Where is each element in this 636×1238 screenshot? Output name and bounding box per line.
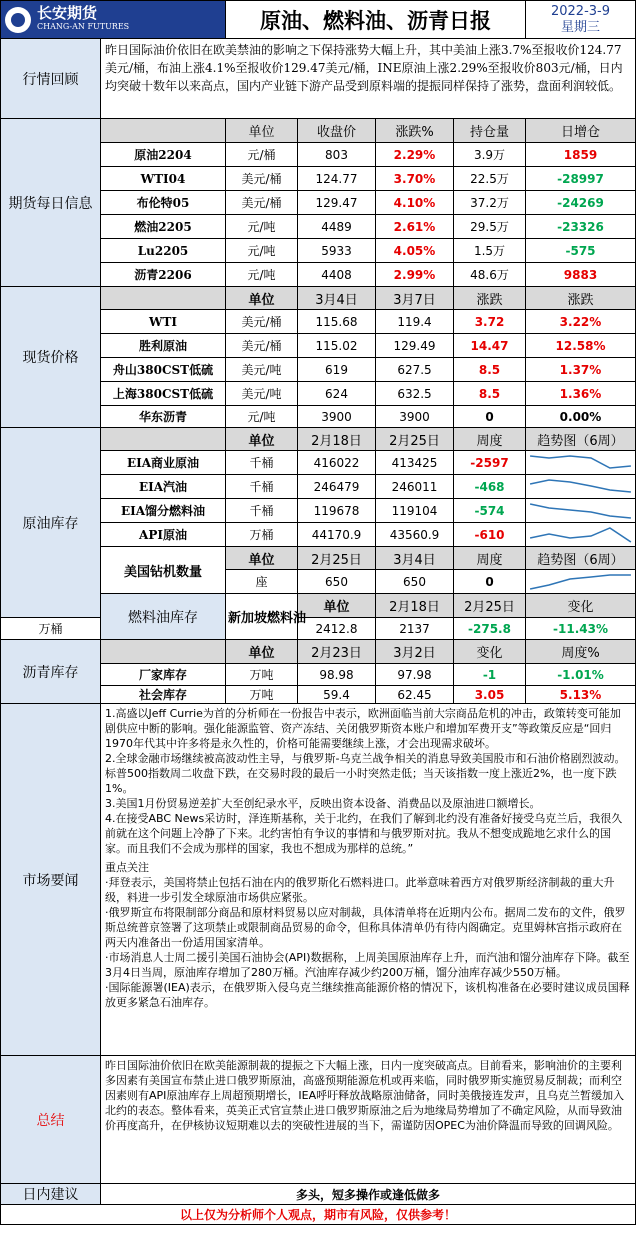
col-header: 单位 <box>298 594 376 618</box>
table-row: 社会库存 万吨 59.4 62.45 3.05 5.13% <box>1 686 636 704</box>
logo-cn: 长安期货 <box>37 3 98 22</box>
logo-en: CHANG-AN FUTURES <box>37 21 130 31</box>
disclaimer: 以上仅为分析师个人观点，期市有风险，仅供参考！ <box>1 1205 636 1225</box>
col-header: 3月7日 <box>376 287 454 310</box>
table-row: 舟山380CST低硫 美元/吨 619 627.5 8.5 1.37% <box>1 358 636 382</box>
fuel-inv-label: 燃料油库存 <box>101 594 226 640</box>
table-row: EIA商业原油 千桶 416022 413425 -2597 <box>1 451 636 475</box>
col-header: 涨跌 <box>526 287 636 310</box>
table-row: WTI04 美元/桶 124.77 3.70% 22.5万 -28997 <box>1 167 636 191</box>
col-header: 2月25日 <box>376 428 454 451</box>
table-row: 布伦特05 美元/桶 129.47 4.10% 37.2万 -24269 <box>1 191 636 215</box>
news-text: 1.高盛以Jeff Currie为首的分析师在一份报告中表示，欧洲面临当前大宗商品危机的冲击，政策转变可能加剧供应中断的影响。强化能源监管、资产冻结、关闭俄罗斯资本账户和增加军费开支”等政策反应是“回归1970年代其中许多将是永久性的，价格可能需要继续上涨，才会出现需求破坏。 2.全球金融市场继续被高波动性主导，与俄罗斯-乌克兰战争相关的消息导致美国股市和石油价格剧烈波动。标普500指数周二收盘下跌，在交易时段的最后一小时突然走低；当天该指数一度上涨近2%，也一度下跌1%。 3.美国1月份贸易逆差扩大至创纪录水平，反映出资本设备、消费品以及原油进口额增长。 4.在接受ABC News采访时，泽连斯基称，关于北约，在我们了解到北约没有准备好接受乌克兰后，我很久前就在这个问题上冷静了下来。北约害怕有争议的事情和与俄罗斯对抗。我从不想变成跪地乞求什么的国家。而且我们不会成为那样的国家，我也不想成为那样的总统。” 重点关注 ·拜登表示，美国将禁止包括石油在内的俄罗斯化石燃料进口。此举意味着西方对俄罗斯经济制裁的重大升级，料进一步引发全球原油市场供应紧张。 ·俄罗斯宣布将限制部分商品和原材料贸易以应对制裁，具体清单将在近期内公布。据周二发布的文件，俄罗斯总统普京签署了这项禁止或限制商品贸易的命令，但称具体清单仍有待内阁确定。克里姆林宫指示政府在两天内准备出一份适用国家清单。 ·市场消息人士周二援引美国石油协会(API)数据称，上周美国原油库存上升，而汽油和馏分油库存下降。截至3月4日当周，原油库存增加了280万桶。汽油库存减少约200万桶，馏分油库存减少550万桶。 ·国际能源署(IEA)表示，在俄罗斯入侵乌克兰继续推高能源价格的情况下，该机构准备在必要时建议成员国释放更多紧急石油库存。 <box>101 704 636 1056</box>
table-row: EIA馏分燃料油 千桶 119678 119104 -574 <box>1 499 636 523</box>
col-header: 单位 <box>226 547 298 570</box>
col-header: 持仓量 <box>454 119 526 143</box>
sparkline <box>526 570 636 594</box>
review-label: 行情回顾 <box>1 39 101 119</box>
spot-label: 现货价格 <box>1 287 101 428</box>
table-row: 原油2204 元/桶 803 2.29% 3.9万 1859 <box>1 143 636 167</box>
table-row: 上海380CST低硫 美元/吨 624 632.5 8.5 1.36% <box>1 382 636 406</box>
logo-emblem-icon <box>5 7 31 33</box>
col-header: 单位 <box>226 287 298 310</box>
col-header: 2月18日 <box>298 428 376 451</box>
summary-label: 总结 <box>1 1056 101 1184</box>
news-label: 市场要闻 <box>1 704 101 1056</box>
sparkline-line <box>530 504 631 518</box>
col-header: 变化 <box>454 640 526 664</box>
report-date: 2022-3-9 星期三 <box>526 1 636 39</box>
sparkline-line <box>530 480 631 492</box>
table-row: WTI 美元/桶 115.68 119.4 3.72 3.22% <box>1 310 636 334</box>
rig-count-label: 美国钻机数量 <box>101 547 226 594</box>
col-header: 周度 <box>454 428 526 451</box>
sparkline-line <box>530 456 631 468</box>
col-header: 收盘价 <box>298 119 376 143</box>
page-title: 原油、燃料油、沥青日报 <box>226 1 526 39</box>
table-row: EIA汽油 千桶 246479 246011 -468 <box>1 475 636 499</box>
col-header: 涨跌% <box>376 119 454 143</box>
sparkline <box>526 499 636 523</box>
summary-text: 昨日国际油价依旧在欧美能源制裁的提振之下大幅上涨，日内一度突破高点。目前看来，影响油价的主要利多因素有美国宣布禁止进口俄罗斯原油，高盛预期能源危机或再来临，同时俄罗斯实施贸易反制裁；而利空因素则有API原油库存上周超预期增长，IEA呼吁释放战略原油储备，同时美俄接连发声，且乌克兰暂缓加入北约的表态。整体看来，英美正式官宣禁止进口俄罗斯原油之后为地缘局势增加了不确定风险，从而导致油价再度高升，在伊核协议短期难以去的突破性进展的当下，需谨防因OPEC为油价降温而导致的回调风险。 <box>101 1056 636 1184</box>
table-row: 华东沥青 元/吨 3900 3900 0 0.00% <box>1 406 636 428</box>
col-header: 单位 <box>226 428 298 451</box>
sparkline-line <box>530 575 631 589</box>
col-header: 2月25日 <box>298 547 376 570</box>
futures-label: 期货每日信息 <box>1 119 101 287</box>
table-row: 座 650 650 0 <box>1 570 636 594</box>
col-header: 趋势图（6周） <box>526 428 636 451</box>
table-row: API原油 万桶 44170.9 43560.9 -610 <box>1 523 636 547</box>
col-header: 3月2日 <box>376 640 454 664</box>
col-header: 日增仓 <box>526 119 636 143</box>
col-header: 周度% <box>526 640 636 664</box>
col-header: 3月4日 <box>376 547 454 570</box>
crude-inv-label: 原油库存 <box>1 428 101 618</box>
sparkline <box>526 523 636 547</box>
col-header: 3月4日 <box>298 287 376 310</box>
asphalt-inv-label: 沥青库存 <box>1 640 101 704</box>
table-row: 胜利原油 美元/桶 115.02 129.49 14.47 12.58% <box>1 334 636 358</box>
sparkline-line <box>530 528 631 542</box>
advice-label: 日内建议 <box>1 1184 101 1205</box>
col-header: 单位 <box>226 640 298 664</box>
col-header: 2月23日 <box>298 640 376 664</box>
review-text: 昨日国际油价依旧在欧美禁油的影响之下保持涨势大幅上升，其中美油上涨3.7%至报收价124.77美元/桶，布油上涨4.1%至报收价129.47美元/桶，INE原油上涨2.29%至报收价803元/桶，日内均突破十数年以来高点，国内产业链下游产品受到原料端的提振同样保持了涨势，盘面利润较低。 <box>101 39 636 119</box>
col-header: 2月25日 <box>454 594 526 618</box>
col-header: 单位 <box>226 119 298 143</box>
col-header: 变化 <box>526 594 636 618</box>
col-header: 周度 <box>454 547 526 570</box>
table-row: 沥青2206 元/吨 4408 2.99% 48.6万 9883 <box>1 263 636 287</box>
logo <box>1 1 226 39</box>
report-table: 长安期货 CHANG-AN FUTURES 原油、燃料油、沥青日报 2022-3-9 星期三 行情回顾 昨日国际油价依旧在欧美禁油的影响之下保持涨势大幅上升，其中美油上涨3.7%至报收价124.77美元/桶，布油上涨4.1%至报收价129.47美元/桶，INE原油上涨2.29%至报收价803元/桶，日内均突破十数年以来高点，国内产业链下游产品受到原料端的提振同样保持了涨势，盘面利润较低。 期货每日信息 单位 收盘价 涨跌% 持仓量 日增仓 原油2204 元/桶 803 2.29% 3.9万 1859 WTI04 美元/桶 124.77 3.70% 22.5万 -28997 布伦特05 美元/桶 129.47 4.10% 37.2万 -24269 燃油2205 元/吨 4489 2.61% 29.5万 -23326 Lu2205 元/吨 5933 4.05% 1.5万 -575 沥青2206 元/吨 4408 2.99% 48.6万 9883 现货价格 单位 3月4日 3月7日 涨跌 涨跌 WTI 美元/桶 115.68 119.4 3.72 3.22% 胜利原油 美元/桶 115.02 129.49 14.47 12.58% 舟山380CST低硫 美元/吨 619 627.5 8.5 1.37% 上海380CST低硫 美元/吨 624 632.5 8.5 1.36% 华东沥青 元/吨 3900 3900 0 0.00% 原油库存 单位 2月18日 2月25日 周度 趋势图（6周） EIA商业原油 千桶 416022 413425 -2597 EIA汽油 千桶 246479 246011 -468 EIA馏分燃料油 千桶 119678 119104 -574 API原油 万桶 44170.9 43560.9 -610 美国钻机数量 单位 2月25日 3月4日 周度 趋势图（6周） 座 650 650 0 燃料油库存 新加坡燃料油 单位 2月18日 2月25日 变化 万桶 2412.8 2137 -275.8 -11.43% 沥青库存 单位 2月23日 3月2日 变化 周度% 厂家库存 万吨 98.98 97.98 -1 -1.01% 社会库存 万吨 59.4 62.45 3.05 5.13% 市场要闻 1.高盛以Jeff Currie为首的分析师在一份报告中表示，欧洲面临当前大宗商品危机的冲击，政策转变可能加剧供应中断的影响。强化能源监管、资产冻结、关闭俄罗斯资本账户和增加军费开支”等政策反应是“回归1970年代其中许多将是永久性的，价格可能需要继续上涨，才会出现需求破坏。 2.全球金融市场继续被高波动性主导，与俄罗斯-乌克兰战争相关的消息导致美国股市和石油价格剧烈波动。标普500指数周二收盘下跌，在交易时段的最后一小时突然走低；当天该指数一度上涨近2%，也一度下跌1%。 3.美国1月份贸易逆差扩大至创纪录水平，反映出资本设备、消费品以及原油进口额增长。 4.在接受ABC News采访时，泽连斯基称，关于北约，在我们了解到北约没有准备好接受乌克兰后，我很久前就在这个问题上冷静了下来。北约害怕有争议的事情和与俄罗斯对抗。我从不想变成跪地乞求什么的国家。而且我们不会成为那样的国家，我也不想成为那样的总统。” 重点关注 ·拜登表示，美国将禁止包括石油在内的俄罗斯化石燃料进口。此举意味着西方对俄罗斯经济制裁的重大升级，料进一步引发全球原油市场供应紧张。 ·俄罗斯宣布将限制部分商品和原材料贸易以应对制裁，具体清单将在近期内公布。据周二发布的文件，俄罗斯总统普京签署了这项禁止或限制商品贸易的命令，但称具体清单仍有待内阁确定。克里姆林宫指示政府在两天内准备出一份适用国家清单。 ·市场消息人士周二援引美国石油协会(API)数据称，上周美国原油库存上升，而汽油和馏分油库存下降。截至3月4日当周，原油库存增加了280万桶。汽油库存减少约200万桶，馏分油库存减少550万桶。 ·国际能源署(IEA)表示，在俄罗斯入侵乌克兰继续推高能源价格的情况下，该机构准备在必要时建议成员国释放更多紧急石油库存。 总结 昨日国际油价依旧在欧美能源制裁的提振之下大幅上涨，日内一度突破高点。目前看来，影响油价的主要利多因素有美国宣布禁止进口俄罗斯原油，高盛预期能源危机或再来临，同时俄罗斯实施贸易反制裁；而利空因素则有API原油库存上周超预期增长，IEA呼吁释放战略原油储备，同时美俄接连发声，且乌克兰暂缓加入北约的表态。整体看来，英美正式官宣禁止进口俄罗斯原油之后为地缘局势增加了不确定风险，从而导致油价再度高升，在伊核协议短期难以去的突破性进展的当下，需谨防因OPEC为油价降温而导致的回调风险。 日内建议 多头，短多操作或逢低做多 以上仅为分析师个人观点，期市有风险，仅供参考！ <box>0 0 636 1225</box>
table-row: Lu2205 元/吨 5933 4.05% 1.5万 -575 <box>1 239 636 263</box>
table-row: 万桶 2412.8 2137 -275.8 -11.43% <box>1 618 636 640</box>
table-row: 燃油2205 元/吨 4489 2.61% 29.5万 -23326 <box>1 215 636 239</box>
col-header: 2月18日 <box>376 594 454 618</box>
col-header: 趋势图（6周） <box>526 547 636 570</box>
advice-text: 多头，短多操作或逢低做多 <box>101 1184 636 1205</box>
sparkline <box>526 475 636 499</box>
table-row: 厂家库存 万吨 98.98 97.98 -1 -1.01% <box>1 664 636 686</box>
col-header: 涨跌 <box>454 287 526 310</box>
sparkline <box>526 451 636 475</box>
